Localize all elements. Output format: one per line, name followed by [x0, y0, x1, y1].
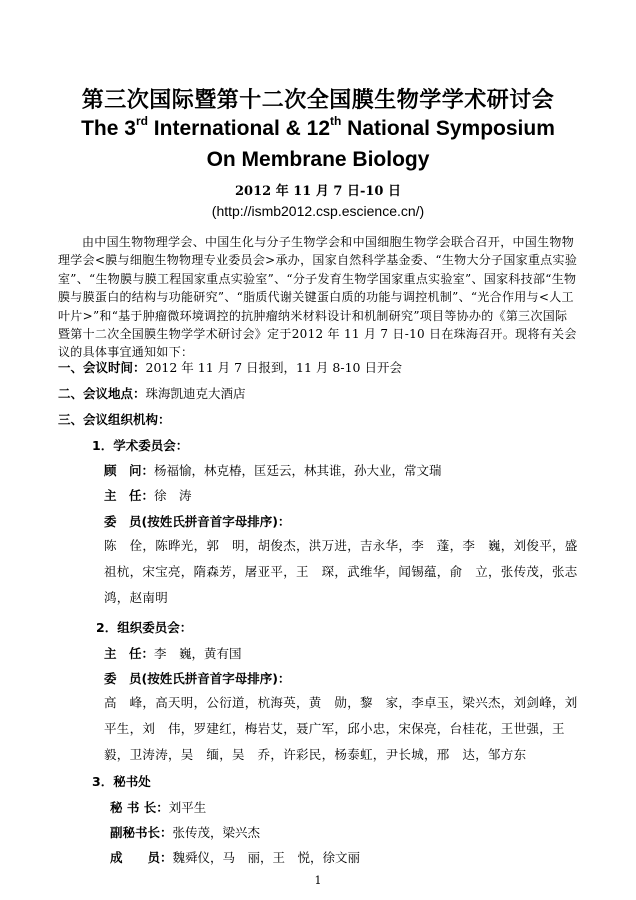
academic-committee-heading: 1．学术委员会： [92, 438, 189, 453]
section-venue [58, 384, 246, 402]
secretary-general-value: 刘平生 [168, 800, 207, 815]
page-number: 1 [314, 874, 322, 887]
section-time-label: 一、会议时间： [58, 360, 146, 375]
deputy-secretary-value: 张传茂，梁兴杰 [172, 825, 261, 840]
organizing-chair [104, 644, 242, 662]
secretary-general [110, 798, 206, 816]
secretariat-heading: 3．秘书处 [92, 774, 151, 789]
academic-chair [104, 486, 192, 504]
section-organization: 三、会议组织机构： [58, 412, 171, 427]
academic-advisors-value: 杨福愉，林克椿，匡廷云，林其谁，孙大业，常文瑞 [154, 463, 442, 478]
conference-url[interactable]: (http://ismb2012.csp.escience.cn/) [211, 203, 425, 219]
academic-members-list: 陈 佺，陈晔光，郭 明，胡俊杰，洪万进，吉永华，李 蓬，李 巍，刘俊平，盛祖杭，宋宝亮，隋森芳，屠亚平，王 琛，武维华，闻锡蕴，俞 立，张传茂，张志鸿，赵南明 [104, 538, 578, 605]
intro-paragraph: 由中国生物物理学会、中国生化与分子生物学会和中国细胞生物学会联合召开，中国生物物理学会<膜与细胞生物物理专业委员会>承办，国家自然科学基金委、“生物大分子国家重点实验室”、“生物膜与膜工程国家重点实验室”、“分子发育生物学国家重点实验室”、国家科技部“生物膜与膜蛋白的结构与功能研究”、“脂质代谢关键蛋白质的功能与调控机制”、“光合作用与<人工叶片>”和“基于肿瘤微环境调控的抗肿瘤纳米材料设计和机制研究”项目等协办的《第三次国际暨第十二次全国膜生物学学术研讨会》定于2012 年 11 月 7 日-10 日在珠海召开。现将有关会议的具体事宜通知如下： [58, 235, 578, 360]
organizing-chair-label: 主 任： [104, 646, 155, 661]
secretariat-members-label: 成 员： [110, 850, 173, 865]
section-time-value: 2012 年 11 月 7 日报到，11 月 8-10 日开会 [145, 360, 402, 375]
section-venue-value: 珠海凯迪克大酒店 [145, 386, 246, 401]
secretariat-members [110, 848, 360, 866]
secretariat-members-value: 魏舜仪，马 丽，王 悦，徐文丽 [172, 850, 361, 865]
title-english-line2: On Membrane Biology [206, 148, 430, 171]
title-chinese: 第三次国际暨第十二次全国膜生物学学术研讨会 [81, 88, 555, 113]
title-english-line1: The 3rd International & 12th National Symposium [81, 114, 555, 140]
organizing-members-label: 委 员(按姓氏拼音首字母排序)： [104, 671, 291, 686]
academic-advisors-label: 顾 问： [104, 463, 155, 478]
organizing-chair-value: 李 巍，黄有国 [154, 646, 242, 661]
organizing-members-list: 高 峰，高天明，公衍道，杭海英，黄 勋，黎 家，李卓玉，梁兴杰，刘剑峰，刘平生，刘 伟，罗建红，梅岩艾，聂广军，邱小忠，宋保亮，台桂花，王世强，王 毅，卫涛涛，吴 缅，吴 乔，许彩民，杨泰虹，尹长城，邢 达，邹方东 [104, 695, 578, 762]
academic-members-label: 委 员(按姓氏拼音首字母排序)： [104, 514, 291, 529]
secretary-general-label: 秘 书 长： [110, 800, 169, 815]
section-venue-label: 二、会议地点： [58, 386, 146, 401]
deputy-secretary-general [110, 823, 260, 841]
academic-advisors [104, 461, 442, 479]
deputy-secretary-label: 副秘书长： [110, 825, 173, 840]
academic-chair-value: 徐 涛 [154, 488, 192, 503]
section-time [58, 358, 402, 376]
conference-date: 2012 年 11 月 7 日-10 日 [235, 184, 401, 199]
organizing-committee-heading: 2．组织委员会： [96, 620, 193, 635]
academic-chair-label: 主 任： [104, 488, 155, 503]
